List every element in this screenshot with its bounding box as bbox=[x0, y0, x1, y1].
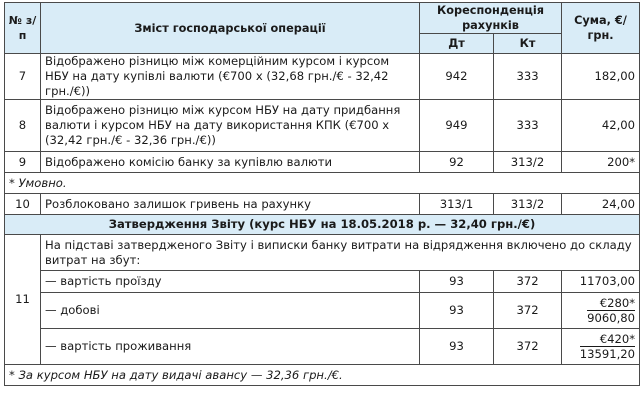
footnote-conditional: * Умовно. bbox=[5, 173, 640, 194]
operations-table bbox=[4, 2, 640, 386]
section-title: Затвердження Звіту (курс НБУ на 18.05.2018 р. — 32,40 грн./€) bbox=[5, 215, 640, 235]
sub-row-kt: 372 bbox=[494, 293, 562, 329]
header-kt: Кт bbox=[494, 34, 562, 54]
row-number: 11 bbox=[5, 235, 41, 365]
row-dt: 949 bbox=[420, 100, 494, 152]
sub-row bbox=[5, 271, 640, 293]
row-sum: 42,00 bbox=[562, 100, 640, 152]
header-sum: Сума, €/грн. bbox=[562, 3, 640, 54]
sum-euro: €420* bbox=[580, 332, 635, 347]
sum-fraction bbox=[580, 332, 635, 361]
row-number: 10 bbox=[5, 194, 41, 215]
sum-uah: 13591,20 bbox=[579, 346, 636, 361]
row-sum: 182,00 bbox=[562, 54, 640, 100]
sub-row-kt: 372 bbox=[494, 271, 562, 293]
row-number: 7 bbox=[5, 54, 41, 100]
sub-row-dt: 93 bbox=[420, 271, 494, 293]
sub-row-sum bbox=[562, 293, 640, 329]
table-row bbox=[5, 152, 640, 173]
header-correspondence: Кореспонденція рахунків bbox=[420, 3, 562, 34]
row-dt: 942 bbox=[420, 54, 494, 100]
section-row bbox=[5, 215, 640, 235]
note-row bbox=[5, 173, 640, 194]
row-text: На підставі затвердженого Звіту і виписки банку витрати на відрядження включено до складу витрат на збут: bbox=[41, 235, 640, 271]
table-row bbox=[5, 235, 640, 271]
table-row bbox=[5, 54, 640, 100]
row-kt: 313/2 bbox=[494, 194, 562, 215]
row-dt: 313/1 bbox=[420, 194, 494, 215]
sub-row-kt: 372 bbox=[494, 329, 562, 365]
header-num: № з/п bbox=[5, 3, 41, 54]
sum-euro: €280* bbox=[587, 296, 635, 311]
sum-fraction bbox=[587, 296, 635, 325]
sum-uah: 9060,80 bbox=[587, 310, 636, 325]
sub-row-sum: 11703,00 bbox=[562, 271, 640, 293]
row-text: Відображено комісію банку за купівлю валюти bbox=[41, 152, 420, 173]
row-number: 9 bbox=[5, 152, 41, 173]
row-text: Розблоковано залишок гривень на рахунку bbox=[41, 194, 420, 215]
row-number: 8 bbox=[5, 100, 41, 152]
header-dt: Дт bbox=[420, 34, 494, 54]
row-kt: 333 bbox=[494, 54, 562, 100]
footnote-rate: * За курсом НБУ на дату видачі авансу — 32,36 грн./€. bbox=[5, 365, 640, 386]
row-text: Відображено різницю між курсом НБУ на дату придбання валюти і курсом НБУ на дату використання КПК (€700 х (32,42 грн./€ - 32,36 грн./€)) bbox=[41, 100, 420, 152]
note-row bbox=[5, 365, 640, 386]
table-row bbox=[5, 194, 640, 215]
row-text: Відображено різницю між комерційним курсом і курсом НБУ на дату купівлі валюти (€700 х (32,68 грн./€ - 32,42 грн./€)) bbox=[41, 54, 420, 100]
row-sum: 24,00 bbox=[562, 194, 640, 215]
row-kt: 333 bbox=[494, 100, 562, 152]
sub-row-text: — вартість проїзду bbox=[41, 271, 420, 293]
sub-row bbox=[5, 293, 640, 329]
sub-row-text: — вартість проживання bbox=[41, 329, 420, 365]
sub-row-sum bbox=[562, 329, 640, 365]
row-dt: 92 bbox=[420, 152, 494, 173]
sub-row-dt: 93 bbox=[420, 329, 494, 365]
sub-row-text: — добові bbox=[41, 293, 420, 329]
header-content: Зміст господарської операції bbox=[41, 3, 420, 54]
table-row bbox=[5, 100, 640, 152]
sub-row bbox=[5, 329, 640, 365]
row-kt: 313/2 bbox=[494, 152, 562, 173]
sub-row-dt: 93 bbox=[420, 293, 494, 329]
row-sum: 200* bbox=[562, 152, 640, 173]
